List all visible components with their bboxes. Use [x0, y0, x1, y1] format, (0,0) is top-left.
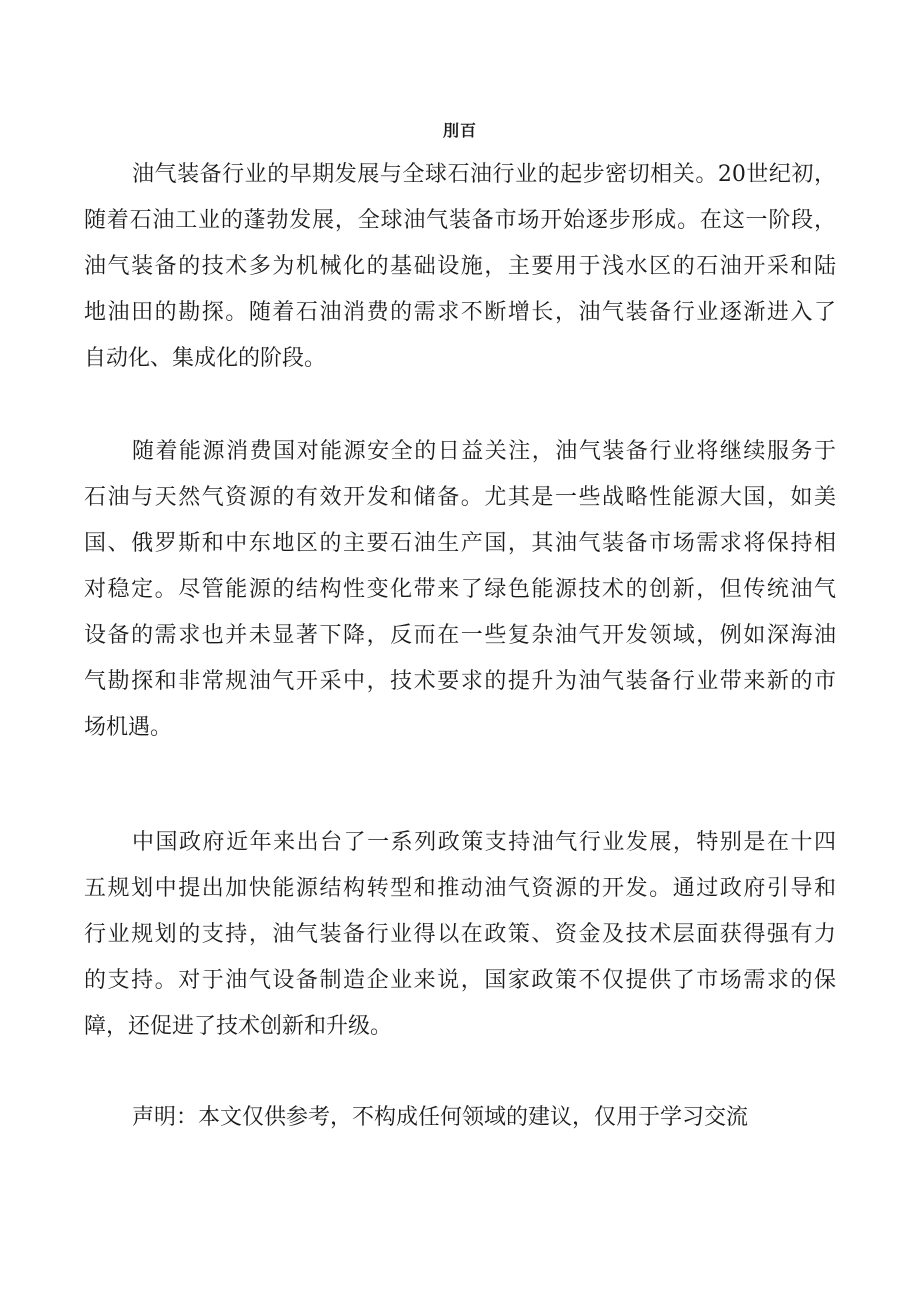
paragraph-line: 的支持。对于油气设备制造企业来说，国家政策不仅提供了市场需求的保	[84, 968, 836, 993]
paragraph-line: 随着石油工业的蓬勃发展，全球油气装备市场开始逐步形成。在这一阶段，	[84, 208, 836, 233]
paragraph-line: 障，还促进了技术创新和升级。	[84, 1014, 393, 1039]
disclaimer-paragraph	[84, 1095, 836, 1141]
paragraph-line: 随着能源消费国对能源安全的日益关注，油气装备行业将继续服务于	[132, 439, 836, 464]
paragraph-line: 油气装备的技术多为机械化的基础设施，主要用于浅水区的石油开采和陆	[84, 254, 836, 279]
paragraph-line: 设备的需求也并未显著下降，反而在一些复杂油气开发领域，例如深海油	[84, 623, 836, 648]
paragraph-line: 自动化、集成化的阶段。	[84, 346, 327, 371]
paragraph-2	[84, 429, 836, 751]
disclaimer-text: 声明：本文仅供参考，不构成任何领域的建议，仅用于学习交流	[132, 1105, 749, 1130]
paragraph-line: 气勘探和非常规油气开采中，技术要求的提升为油气装备行业带来新的市	[84, 669, 836, 694]
paragraph-line: 油气装备行业的早期发展与全球石油行业的起步密切相关。20世纪初，	[132, 162, 836, 187]
paragraph-line: 场机遇。	[84, 715, 173, 740]
page-title: 刖百	[442, 121, 477, 140]
paragraph-line: 行业规划的支持，油气装备行业得以在政策、资金及技术层面获得强有力	[84, 922, 836, 947]
paragraph-line: 五规划中提出加快能源结构转型和推动油气资源的开发。通过政府引导和	[84, 876, 836, 901]
paragraph-line: 中国政府近年来出台了一系列政策支持油气行业发展，特别是在十四	[132, 830, 836, 855]
paragraph-line: 石油与天然气资源的有效开发和储备。尤其是一些战略性能源大国，如美	[84, 485, 836, 510]
paragraph-line: 对稳定。尽管能源的结构性变化带来了绿色能源技术的创新，但传统油气	[84, 577, 836, 602]
paragraph-3	[84, 820, 836, 1050]
paragraph-line: 地油田的勘探。随着石油消费的需求不断增长，油气装备行业逐渐进入了	[84, 300, 836, 325]
paragraph-1	[84, 152, 836, 382]
paragraph-line: 国、俄罗斯和中东地区的主要石油生产国，其油气装备市场需求将保持相	[84, 531, 836, 556]
